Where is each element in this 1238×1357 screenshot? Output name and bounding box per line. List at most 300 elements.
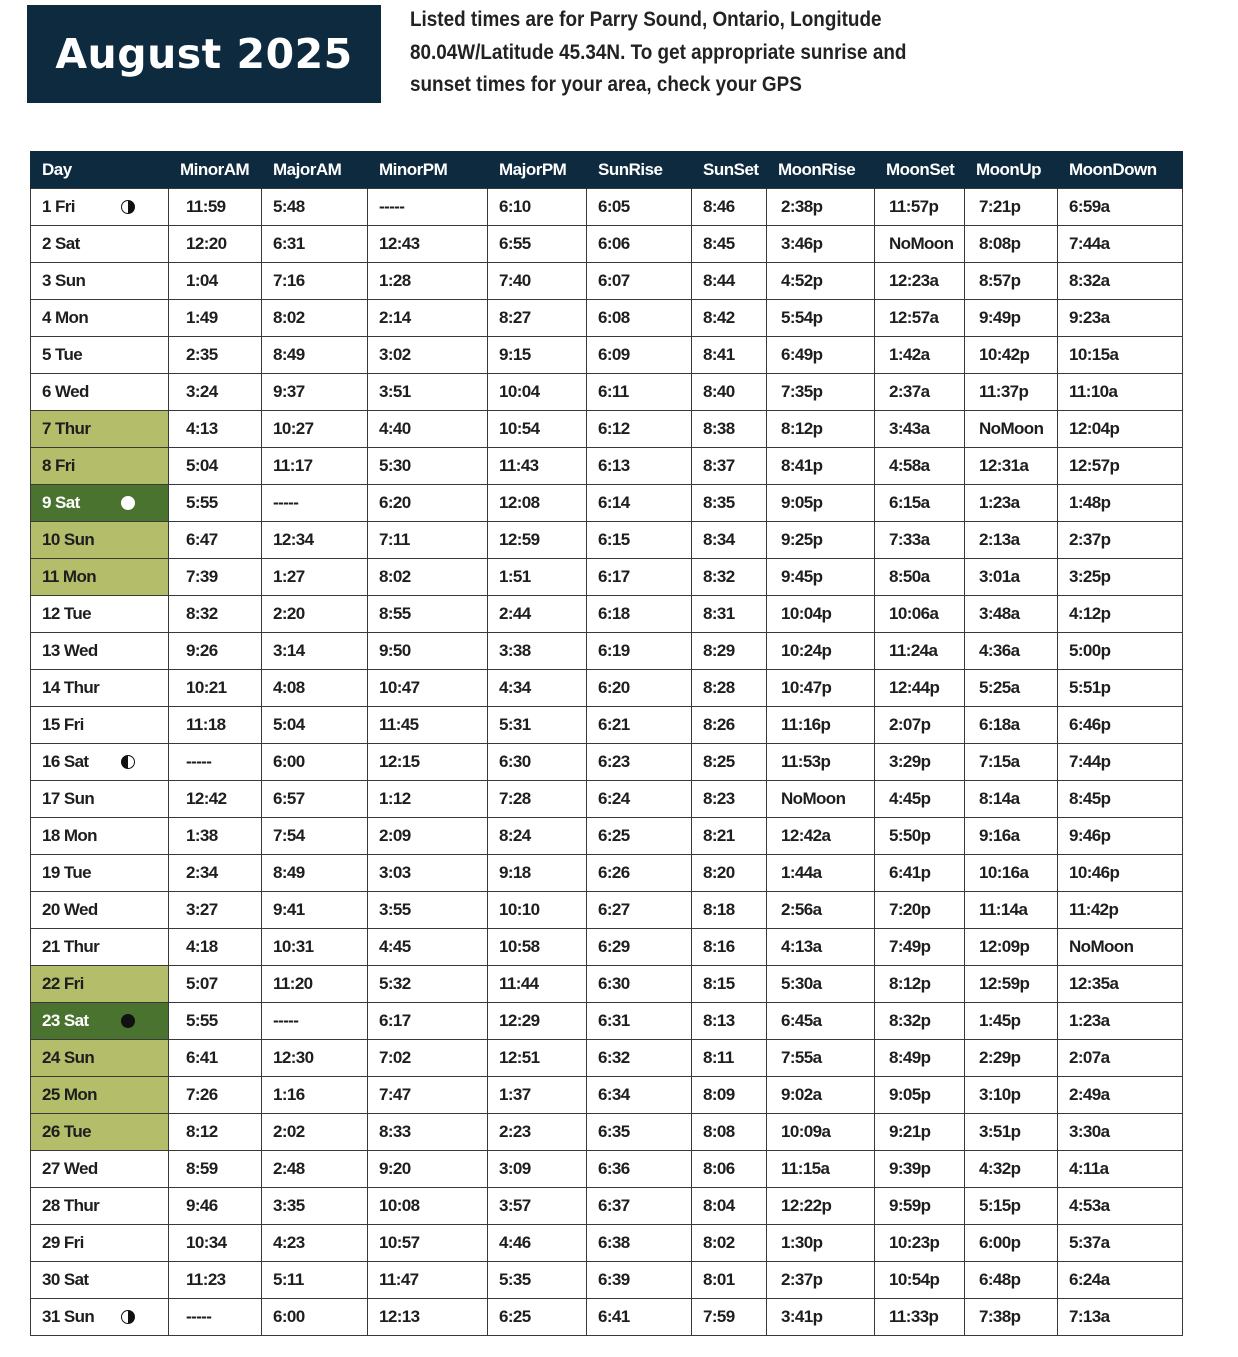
cell-sunrise: 6:13 xyxy=(587,448,692,485)
day-cell xyxy=(31,670,169,707)
day-cell xyxy=(31,818,169,855)
day-label: 5 Tue xyxy=(42,345,83,364)
day-label: 11 Mon xyxy=(42,567,97,586)
month-title-banner xyxy=(27,5,381,103)
cell-moonrise: 11:16p xyxy=(767,707,875,744)
cell-majoram: 10:31 xyxy=(262,929,368,966)
cell-minorpm: 9:20 xyxy=(368,1151,488,1188)
cell-sunset: 8:38 xyxy=(692,411,767,448)
day-label: 25 Mon xyxy=(42,1085,97,1104)
cell-minoram: 12:42 xyxy=(169,781,262,818)
cell-minoram: 5:04 xyxy=(169,448,262,485)
day-label: 10 Sun xyxy=(42,530,95,549)
cell-majorpm: 3:57 xyxy=(488,1188,587,1225)
cell-sunrise: 6:34 xyxy=(587,1077,692,1114)
solunar-table xyxy=(30,151,1183,1336)
cell-moonset: 8:50a xyxy=(875,559,965,596)
cell-moondown: 10:46p xyxy=(1058,855,1183,892)
column-header-majoram: MajorAM xyxy=(262,151,368,189)
cell-sunset: 8:32 xyxy=(692,559,767,596)
cell-moonrise: 4:52p xyxy=(767,263,875,300)
cell-moonup: 6:48p xyxy=(965,1262,1058,1299)
cell-moondown: 7:44p xyxy=(1058,744,1183,781)
day-cell xyxy=(31,522,169,559)
cell-minorpm: 8:33 xyxy=(368,1114,488,1151)
table-row xyxy=(31,892,1183,929)
day-cell xyxy=(31,966,169,1003)
cell-moonrise: 10:04p xyxy=(767,596,875,633)
day-cell xyxy=(31,485,169,522)
cell-moonup: 4:36a xyxy=(965,633,1058,670)
table-body xyxy=(31,189,1183,1336)
cell-majoram: 2:02 xyxy=(262,1114,368,1151)
cell-sunset: 8:29 xyxy=(692,633,767,670)
cell-moondown: 11:10a xyxy=(1058,374,1183,411)
table-row xyxy=(31,300,1183,337)
cell-minoram: 6:47 xyxy=(169,522,262,559)
cell-minorpm: 4:40 xyxy=(368,411,488,448)
cell-minoram: 5:55 xyxy=(169,1003,262,1040)
cell-minorpm: 10:57 xyxy=(368,1225,488,1262)
cell-moonset: 12:44p xyxy=(875,670,965,707)
cell-moonset: 12:23a xyxy=(875,263,965,300)
cell-moonset: 7:20p xyxy=(875,892,965,929)
cell-majoram: 6:00 xyxy=(262,744,368,781)
cell-moonrise: 11:53p xyxy=(767,744,875,781)
day-cell xyxy=(31,1077,169,1114)
cell-minoram: 8:32 xyxy=(169,596,262,633)
cell-moondown: 7:13a xyxy=(1058,1299,1183,1336)
cell-moonup: 3:48a xyxy=(965,596,1058,633)
cell-majorpm: 3:09 xyxy=(488,1151,587,1188)
cell-majoram: 8:02 xyxy=(262,300,368,337)
cell-moonset: 6:15a xyxy=(875,485,965,522)
cell-moonrise: 6:49p xyxy=(767,337,875,374)
cell-moonup: 9:16a xyxy=(965,818,1058,855)
day-label: 13 Wed xyxy=(42,641,98,660)
cell-moonrise: 3:41p xyxy=(767,1299,875,1336)
day-cell xyxy=(31,1299,169,1336)
day-label: 29 Fri xyxy=(42,1233,84,1252)
column-header-moondown: MoonDown xyxy=(1058,151,1183,189)
cell-moonup: 3:51p xyxy=(965,1114,1058,1151)
cell-moonset: 6:41p xyxy=(875,855,965,892)
cell-majoram: 8:49 xyxy=(262,337,368,374)
cell-moonup: 7:21p xyxy=(965,189,1058,226)
cell-moonup: 4:32p xyxy=(965,1151,1058,1188)
day-cell xyxy=(31,1188,169,1225)
cell-moondown: 7:44a xyxy=(1058,226,1183,263)
cell-majorpm: 12:08 xyxy=(488,485,587,522)
cell-sunrise: 6:35 xyxy=(587,1114,692,1151)
cell-sunset: 8:40 xyxy=(692,374,767,411)
cell-minorpm: 8:55 xyxy=(368,596,488,633)
column-header-sunset: SunSet xyxy=(692,151,767,189)
cell-majoram: 5:11 xyxy=(262,1262,368,1299)
day-cell xyxy=(31,892,169,929)
day-cell xyxy=(31,1114,169,1151)
cell-moonrise: 12:22p xyxy=(767,1188,875,1225)
cell-majoram: 2:20 xyxy=(262,596,368,633)
cell-moonset: 10:06a xyxy=(875,596,965,633)
cell-moonrise: 10:47p xyxy=(767,670,875,707)
table-row xyxy=(31,1188,1183,1225)
cell-sunset: 8:34 xyxy=(692,522,767,559)
cell-sunset: 8:37 xyxy=(692,448,767,485)
cell-minorpm: 3:02 xyxy=(368,337,488,374)
cell-moondown: 4:11a xyxy=(1058,1151,1183,1188)
table-row xyxy=(31,744,1183,781)
cell-minoram: 4:18 xyxy=(169,929,262,966)
cell-moonset: 10:54p xyxy=(875,1262,965,1299)
cell-moonset: 5:50p xyxy=(875,818,965,855)
cell-moonrise: 1:30p xyxy=(767,1225,875,1262)
cell-moonset: 9:39p xyxy=(875,1151,965,1188)
column-header-sunrise: SunRise xyxy=(587,151,692,189)
cell-minorpm: 6:17 xyxy=(368,1003,488,1040)
day-label: 6 Wed xyxy=(42,382,89,401)
cell-sunrise: 6:14 xyxy=(587,485,692,522)
cell-moonup: 7:38p xyxy=(965,1299,1058,1336)
day-label: 22 Fri xyxy=(42,974,84,993)
cell-sunset: 8:44 xyxy=(692,263,767,300)
day-label: 1 Fri xyxy=(42,197,75,216)
cell-majorpm: 12:51 xyxy=(488,1040,587,1077)
day-cell xyxy=(31,596,169,633)
cell-moonset: 8:12p xyxy=(875,966,965,1003)
cell-sunset: 8:08 xyxy=(692,1114,767,1151)
day-label: 24 Sun xyxy=(42,1048,95,1067)
column-header-day: Day xyxy=(31,151,169,189)
table-row xyxy=(31,670,1183,707)
cell-sunrise: 6:26 xyxy=(587,855,692,892)
day-label: 30 Sat xyxy=(42,1270,89,1289)
day-cell xyxy=(31,744,169,781)
cell-majorpm: 1:37 xyxy=(488,1077,587,1114)
cell-majoram: 3:14 xyxy=(262,633,368,670)
location-note xyxy=(410,4,968,102)
cell-minorpm: 10:47 xyxy=(368,670,488,707)
cell-majorpm: 6:25 xyxy=(488,1299,587,1336)
table-row xyxy=(31,1040,1183,1077)
cell-sunset: 8:41 xyxy=(692,337,767,374)
table-row xyxy=(31,781,1183,818)
cell-minoram: ----- xyxy=(169,744,262,781)
cell-majorpm: 3:38 xyxy=(488,633,587,670)
table-row xyxy=(31,1225,1183,1262)
table-row xyxy=(31,633,1183,670)
cell-moonup: 10:16a xyxy=(965,855,1058,892)
day-cell xyxy=(31,448,169,485)
cell-minoram: 1:04 xyxy=(169,263,262,300)
cell-sunrise: 6:05 xyxy=(587,189,692,226)
cell-moondown: 3:30a xyxy=(1058,1114,1183,1151)
cell-majoram: 7:16 xyxy=(262,263,368,300)
cell-sunset: 8:20 xyxy=(692,855,767,892)
cell-moondown: 3:25p xyxy=(1058,559,1183,596)
day-label: 2 Sat xyxy=(42,234,80,253)
cell-majoram: 10:27 xyxy=(262,411,368,448)
cell-minorpm: 12:13 xyxy=(368,1299,488,1336)
cell-sunset: 8:06 xyxy=(692,1151,767,1188)
cell-majorpm: 9:18 xyxy=(488,855,587,892)
cell-moondown: 12:04p xyxy=(1058,411,1183,448)
cell-minorpm: ----- xyxy=(368,189,488,226)
cell-moonrise: 9:25p xyxy=(767,522,875,559)
table-row xyxy=(31,559,1183,596)
month-title: August 2025 xyxy=(55,30,353,78)
cell-minoram: 2:34 xyxy=(169,855,262,892)
cell-majorpm: 12:59 xyxy=(488,522,587,559)
cell-majoram: 11:20 xyxy=(262,966,368,1003)
cell-sunrise: 6:21 xyxy=(587,707,692,744)
cell-minorpm: 7:47 xyxy=(368,1077,488,1114)
cell-majoram: 1:16 xyxy=(262,1077,368,1114)
cell-minoram: ----- xyxy=(169,1299,262,1336)
cell-moonset: 11:33p xyxy=(875,1299,965,1336)
cell-moondown: 5:51p xyxy=(1058,670,1183,707)
cell-majorpm: 12:29 xyxy=(488,1003,587,1040)
cell-minoram: 12:20 xyxy=(169,226,262,263)
day-label: 28 Thur xyxy=(42,1196,100,1215)
column-header-majorpm: MajorPM xyxy=(488,151,587,189)
day-cell xyxy=(31,337,169,374)
cell-minoram: 10:34 xyxy=(169,1225,262,1262)
cell-majoram: 3:35 xyxy=(262,1188,368,1225)
cell-sunrise: 6:19 xyxy=(587,633,692,670)
day-label: 31 Sun xyxy=(42,1307,95,1326)
cell-sunset: 8:11 xyxy=(692,1040,767,1077)
table-row xyxy=(31,929,1183,966)
cell-moondown: 8:32a xyxy=(1058,263,1183,300)
cell-majorpm: 4:34 xyxy=(488,670,587,707)
day-label: 19 Tue xyxy=(42,863,91,882)
cell-moonup: 3:01a xyxy=(965,559,1058,596)
cell-moonup: 9:49p xyxy=(965,300,1058,337)
cell-moonup: 7:15a xyxy=(965,744,1058,781)
day-cell xyxy=(31,1151,169,1188)
cell-minoram: 9:26 xyxy=(169,633,262,670)
cell-majorpm: 8:24 xyxy=(488,818,587,855)
note-line: 80.04W/Latitude 45.34N. To get appropriate sunrise and xyxy=(410,40,907,64)
cell-minoram: 6:41 xyxy=(169,1040,262,1077)
cell-minorpm: 3:51 xyxy=(368,374,488,411)
cell-sunset: 8:09 xyxy=(692,1077,767,1114)
cell-moondown: 2:37p xyxy=(1058,522,1183,559)
cell-sunrise: 6:27 xyxy=(587,892,692,929)
day-label: 12 Tue xyxy=(42,604,91,623)
cell-majoram: 6:00 xyxy=(262,1299,368,1336)
cell-moondown: 11:42p xyxy=(1058,892,1183,929)
day-label: 9 Sat xyxy=(42,493,80,512)
table-row xyxy=(31,1262,1183,1299)
cell-moonset: 11:57p xyxy=(875,189,965,226)
cell-majorpm: 6:10 xyxy=(488,189,587,226)
table-row xyxy=(31,263,1183,300)
table-row xyxy=(31,596,1183,633)
cell-sunset: 8:23 xyxy=(692,781,767,818)
cell-minoram: 1:38 xyxy=(169,818,262,855)
cell-moonup: 12:09p xyxy=(965,929,1058,966)
cell-moonrise: 9:02a xyxy=(767,1077,875,1114)
cell-majoram: 9:37 xyxy=(262,374,368,411)
cell-moonup: 12:59p xyxy=(965,966,1058,1003)
cell-moonup: 5:15p xyxy=(965,1188,1058,1225)
cell-sunrise: 6:38 xyxy=(587,1225,692,1262)
cell-sunrise: 6:23 xyxy=(587,744,692,781)
cell-minorpm: 3:55 xyxy=(368,892,488,929)
cell-majoram: 7:54 xyxy=(262,818,368,855)
cell-moondown: 12:35a xyxy=(1058,966,1183,1003)
column-header-moonrise: MoonRise xyxy=(767,151,875,189)
day-cell xyxy=(31,374,169,411)
cell-sunrise: 6:08 xyxy=(587,300,692,337)
last-quarter-icon xyxy=(121,755,135,769)
day-label: 21 Thur xyxy=(42,937,100,956)
cell-majoram: ----- xyxy=(262,485,368,522)
cell-minorpm: 8:02 xyxy=(368,559,488,596)
cell-minoram: 11:18 xyxy=(169,707,262,744)
cell-moonrise: 2:37p xyxy=(767,1262,875,1299)
cell-moondown: 4:53a xyxy=(1058,1188,1183,1225)
table-row xyxy=(31,485,1183,522)
cell-moonup: 1:23a xyxy=(965,485,1058,522)
cell-moonup: 6:00p xyxy=(965,1225,1058,1262)
day-cell xyxy=(31,226,169,263)
cell-moondown: 1:23a xyxy=(1058,1003,1183,1040)
cell-sunset: 8:02 xyxy=(692,1225,767,1262)
cell-moonup: 12:31a xyxy=(965,448,1058,485)
day-cell xyxy=(31,263,169,300)
table-row xyxy=(31,337,1183,374)
cell-moonset: NoMoon xyxy=(875,226,965,263)
day-cell xyxy=(31,189,169,226)
cell-sunset: 8:26 xyxy=(692,707,767,744)
cell-moonrise: 5:54p xyxy=(767,300,875,337)
cell-moonset: 3:29p xyxy=(875,744,965,781)
cell-moondown: 2:07a xyxy=(1058,1040,1183,1077)
day-label: 3 Sun xyxy=(42,271,86,290)
cell-majoram: 11:17 xyxy=(262,448,368,485)
day-cell xyxy=(31,300,169,337)
cell-sunrise: 6:36 xyxy=(587,1151,692,1188)
cell-moondown: 5:37a xyxy=(1058,1225,1183,1262)
cell-minoram: 8:12 xyxy=(169,1114,262,1151)
cell-minorpm: 6:20 xyxy=(368,485,488,522)
table-row xyxy=(31,522,1183,559)
day-cell xyxy=(31,411,169,448)
table-row xyxy=(31,1003,1183,1040)
cell-sunset: 8:13 xyxy=(692,1003,767,1040)
day-label: 27 Wed xyxy=(42,1159,98,1178)
day-cell xyxy=(31,559,169,596)
cell-minoram: 8:59 xyxy=(169,1151,262,1188)
cell-sunrise: 6:32 xyxy=(587,1040,692,1077)
cell-moonset: 7:33a xyxy=(875,522,965,559)
table-row xyxy=(31,226,1183,263)
cell-sunrise: 6:29 xyxy=(587,929,692,966)
table-row xyxy=(31,1299,1183,1336)
cell-sunrise: 6:06 xyxy=(587,226,692,263)
cell-sunrise: 6:07 xyxy=(587,263,692,300)
cell-majorpm: 10:10 xyxy=(488,892,587,929)
cell-moondown: 5:00p xyxy=(1058,633,1183,670)
cell-minoram: 7:39 xyxy=(169,559,262,596)
cell-moondown: NoMoon xyxy=(1058,929,1183,966)
cell-moonset: 3:43a xyxy=(875,411,965,448)
cell-moonup: NoMoon xyxy=(965,411,1058,448)
cell-minoram: 4:13 xyxy=(169,411,262,448)
cell-sunrise: 6:31 xyxy=(587,1003,692,1040)
table-row xyxy=(31,1077,1183,1114)
cell-minorpm: 4:45 xyxy=(368,929,488,966)
cell-moonrise: 3:46p xyxy=(767,226,875,263)
cell-minorpm: 7:02 xyxy=(368,1040,488,1077)
cell-sunset: 8:21 xyxy=(692,818,767,855)
cell-sunset: 8:31 xyxy=(692,596,767,633)
cell-sunrise: 6:37 xyxy=(587,1188,692,1225)
cell-minorpm: 1:28 xyxy=(368,263,488,300)
cell-minoram: 11:23 xyxy=(169,1262,262,1299)
table-row xyxy=(31,1151,1183,1188)
day-cell xyxy=(31,1225,169,1262)
cell-sunrise: 6:12 xyxy=(587,411,692,448)
cell-sunset: 8:18 xyxy=(692,892,767,929)
cell-minorpm: 5:30 xyxy=(368,448,488,485)
day-cell xyxy=(31,781,169,818)
table-row xyxy=(31,374,1183,411)
cell-majorpm: 2:23 xyxy=(488,1114,587,1151)
cell-sunset: 8:04 xyxy=(692,1188,767,1225)
cell-moonset: 1:42a xyxy=(875,337,965,374)
cell-minoram: 5:07 xyxy=(169,966,262,1003)
day-cell xyxy=(31,633,169,670)
table-row xyxy=(31,448,1183,485)
column-header-minoram: MinorAM xyxy=(169,151,262,189)
cell-minorpm: 11:47 xyxy=(368,1262,488,1299)
cell-minorpm: 11:45 xyxy=(368,707,488,744)
cell-majoram: 6:31 xyxy=(262,226,368,263)
cell-sunset: 8:45 xyxy=(692,226,767,263)
cell-moonset: 8:49p xyxy=(875,1040,965,1077)
cell-moonup: 10:42p xyxy=(965,337,1058,374)
cell-moonrise: 8:12p xyxy=(767,411,875,448)
cell-majorpm: 7:40 xyxy=(488,263,587,300)
cell-sunrise: 6:20 xyxy=(587,670,692,707)
cell-moonrise: 7:55a xyxy=(767,1040,875,1077)
cell-moondown: 4:12p xyxy=(1058,596,1183,633)
note-line: sunset times for your area, check your GPS xyxy=(410,73,802,96)
cell-minoram: 3:27 xyxy=(169,892,262,929)
cell-minoram: 7:26 xyxy=(169,1077,262,1114)
cell-majoram: 8:49 xyxy=(262,855,368,892)
cell-moonrise: 2:38p xyxy=(767,189,875,226)
cell-moonup: 11:37p xyxy=(965,374,1058,411)
cell-minorpm: 10:08 xyxy=(368,1188,488,1225)
cell-moonup: 1:45p xyxy=(965,1003,1058,1040)
cell-minorpm: 3:03 xyxy=(368,855,488,892)
cell-moonrise: 10:09a xyxy=(767,1114,875,1151)
cell-moonrise: 9:05p xyxy=(767,485,875,522)
cell-moonrise: 5:30a xyxy=(767,966,875,1003)
cell-sunset: 8:46 xyxy=(692,189,767,226)
note-line: Listed times are for Parry Sound, Ontario, Longitude xyxy=(410,8,882,31)
column-header-moonset: MoonSet xyxy=(875,151,965,189)
table-row xyxy=(31,855,1183,892)
cell-moonrise: 2:56a xyxy=(767,892,875,929)
cell-moonset: 8:32p xyxy=(875,1003,965,1040)
day-cell xyxy=(31,1262,169,1299)
